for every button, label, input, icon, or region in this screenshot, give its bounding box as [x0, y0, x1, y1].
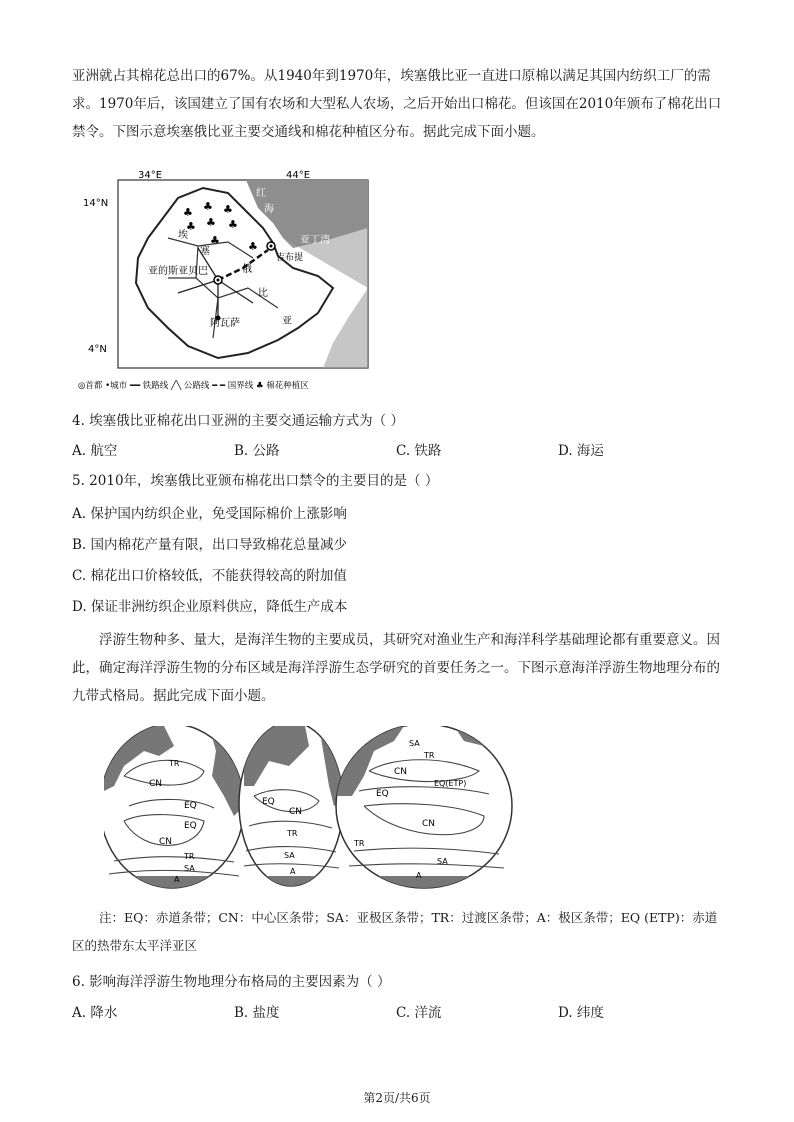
- zone-label-eq: EQ: [376, 789, 389, 799]
- country-char: 俄: [242, 264, 252, 275]
- lon-label-44: 44°E: [286, 170, 311, 181]
- cotton-icon: ♣: [228, 218, 238, 231]
- ethiopia-map: [78, 168, 378, 394]
- red-sea-label: 海: [264, 204, 274, 215]
- zone-label-etp: EQ(ETP): [434, 779, 467, 788]
- zone-label-sa: SA: [409, 739, 420, 748]
- question-6: 6. 影响海洋浮游生物地理分布格局的主要因素为（ ）: [72, 974, 391, 990]
- zone-label-sa: SA: [437, 857, 448, 866]
- intro-paragraph-2: 浮游生物种多、量大，是海洋生物的主要成员，其研究对渔业生产和海洋科学基础理论都有重要意义。因此，确定海洋浮游生物的分布区域是海洋浮游生态学研究的首要任务之一。下图示意海洋浮游生物地理分布的九带式格局。据此完成下面小题。: [72, 632, 720, 704]
- q6-option-d[interactable]: D. 纬度: [558, 1005, 604, 1021]
- zone-label-tr: TR: [169, 759, 180, 768]
- zone-label-cn: CN: [159, 837, 173, 847]
- question-4: 4. 埃塞俄比亚棉花出口亚洲的主要交通运输方式为（ ）: [72, 413, 404, 429]
- cotton-icon: ♣: [186, 220, 196, 233]
- gulf-label: 亚丁湾: [300, 235, 330, 246]
- q4-option-b[interactable]: B. 公路: [234, 443, 280, 459]
- q5-option-d[interactable]: D. 保证非洲纺织企业原料供应，降低生产成本: [72, 599, 348, 615]
- q5-option-a[interactable]: A. 保护国内纺织企业，免受国际棉价上涨影响: [72, 506, 347, 522]
- country-char: 塞: [200, 246, 210, 257]
- cotton-icon: ♣: [183, 206, 193, 219]
- intro-paragraph-1: 亚洲就占其棉花总出口的67%。从1940年到1970年，埃塞俄比亚一直进口原棉以满足其国内纺织工厂的需求。1970年后，该国建立了国有农场和大型私人农场，之后开始出口棉花。但该国在2010年颁布了棉花出口禁令。下图示意埃塞俄比亚主要交通线和棉花种植区分布。据此完成下面小题。: [72, 68, 722, 140]
- q6-option-c[interactable]: C. 洋流: [396, 1005, 442, 1021]
- map-legend: ◎首都 •城市 ━━ 铁路线 ╱╲ 公路线 ━ ━ 国界线 ♣ 棉花种植区: [78, 381, 309, 391]
- zone-label-cn: CN: [289, 807, 303, 817]
- zone-label-a: A: [174, 875, 180, 884]
- zone-label-cn: CN: [149, 779, 163, 789]
- q6-option-b[interactable]: B. 盐度: [234, 1005, 280, 1021]
- question-5: 5. 2010年，埃塞俄比亚颁布棉花出口禁令的主要目的是（ ）: [72, 473, 439, 489]
- q4-option-d[interactable]: D. 海运: [558, 443, 604, 459]
- cotton-icon: ♣: [223, 203, 233, 216]
- red-sea-label: 红: [256, 188, 266, 199]
- zone-label-tr: TR: [354, 839, 365, 848]
- lon-label-34: 34°E: [138, 170, 163, 181]
- zone-label-eq: EQ: [184, 801, 197, 811]
- addis-label: 亚的斯亚贝巴: [148, 266, 208, 277]
- q5-option-c[interactable]: C. 棉花出口价格较低，不能获得较高的附加值: [72, 568, 347, 584]
- country-char: 埃: [178, 230, 188, 241]
- page-number: 第2页/共6页: [363, 1091, 431, 1105]
- q4-option-a[interactable]: A. 航空: [72, 443, 118, 459]
- zone-label-a: A: [416, 871, 422, 880]
- cotton-icon: ♣: [248, 240, 258, 253]
- zone-label-tr: TR: [287, 829, 298, 838]
- djibouti-label: 吉布提: [276, 253, 304, 263]
- zone-label-sa: SA: [284, 851, 295, 860]
- zone-label-tr: TR: [424, 751, 435, 760]
- lat-label-4: 4°N: [88, 344, 107, 355]
- zone-label-cn: CN: [394, 767, 408, 777]
- zone-label-tr: TR: [184, 852, 195, 861]
- q6-option-a[interactable]: A. 降水: [72, 1005, 118, 1021]
- plankton-zone-map: [104, 726, 514, 892]
- cotton-icon: ♣: [203, 200, 213, 213]
- zone-label-cn: CN: [422, 819, 436, 829]
- q5-option-b[interactable]: B. 国内棉花产量有限，出口导致棉花总量减少: [72, 537, 348, 553]
- zone-label-sa: SA: [184, 864, 195, 873]
- zone-label-eq: EQ: [262, 797, 275, 807]
- lat-label-14: 14°N: [83, 198, 109, 209]
- country-char: 亚: [282, 316, 292, 327]
- zone-label-eq: EQ: [184, 821, 197, 831]
- q4-option-c[interactable]: C. 铁路: [396, 443, 442, 459]
- country-char: 比: [258, 288, 268, 299]
- cotton-icon: ♣: [206, 216, 216, 229]
- map-note: 注：EQ：赤道条带；CN：中心区条带；SA：亚极区条带；TR：过渡区条带；A：极区条带；EQ (ETP)：赤道区的热带东太平洋亚区: [72, 910, 718, 953]
- zone-label-a: A: [290, 867, 296, 876]
- cotton-icon: ♣: [210, 234, 220, 247]
- awasa-label: 阿瓦萨: [210, 318, 240, 329]
